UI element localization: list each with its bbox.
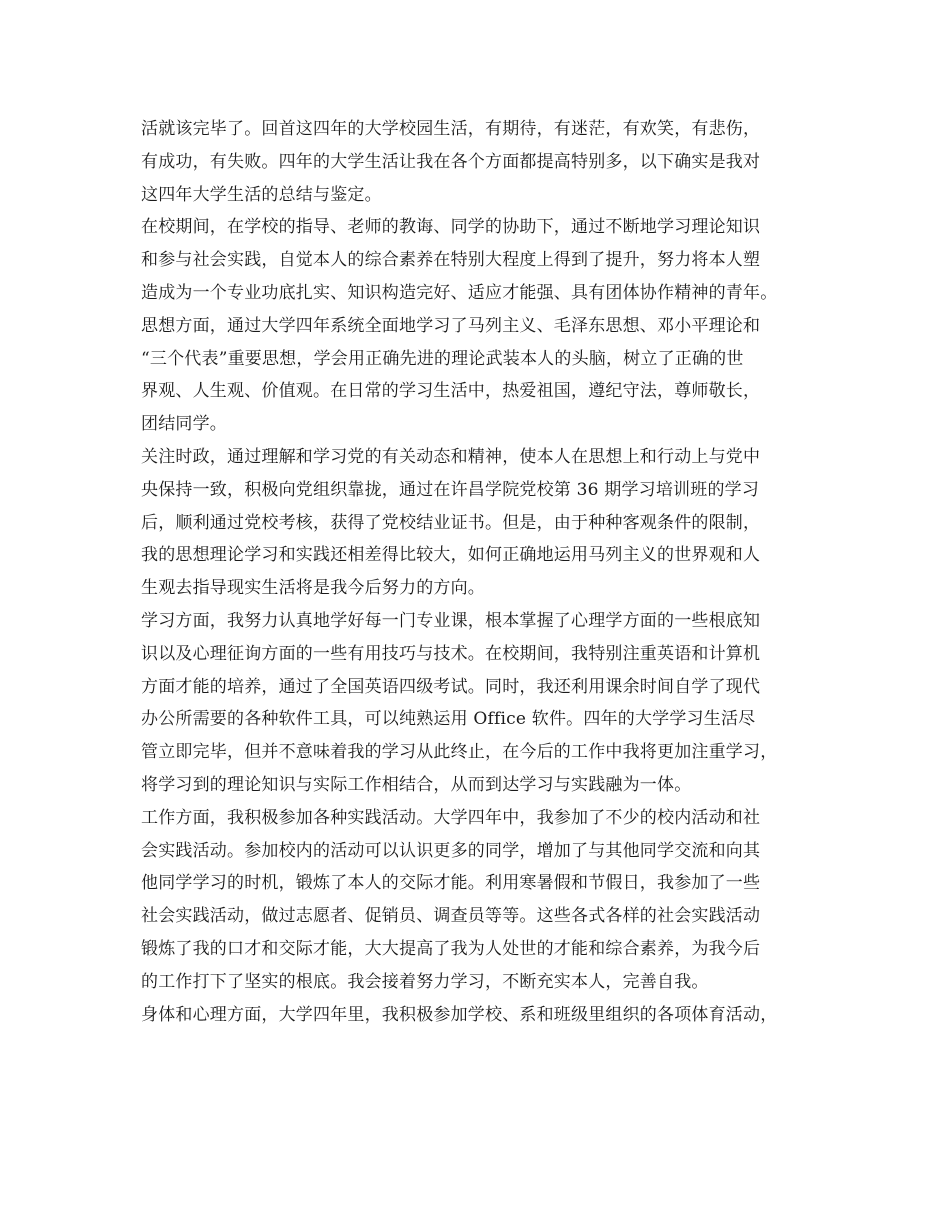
text-line: 管立即完毕，但并不意味着我的学习从此终止，在今后的工作中我将更加注重学习， xyxy=(141,742,778,763)
text-line: 会实践活动。参加校内的活动可以认识更多的同学，增加了与其他同学交流和向其 xyxy=(141,840,761,861)
text-line: 的工作打下了坚实的根底。我会接着努力学习，不断充实本人，完善自我。 xyxy=(141,971,709,992)
text-line: 和参与社会实践，自觉本人的综合素养在特别大程度上得到了提升，努力将本人塑 xyxy=(141,250,761,271)
text-line: 工作方面，我积极参加各种实践活动。大学四年中，我参加了不少的校内活动和社 xyxy=(141,807,761,828)
text-line: 他同学学习的时机，锻炼了本人的交际才能。利用寒暑假和节假日，我参加了一些 xyxy=(141,873,761,894)
text-line: 我的思想理论学习和实践还相差得比较大，如何正确地运用马列主义的世界观和人 xyxy=(141,545,761,566)
document-body xyxy=(141,113,831,1031)
text-line: 社会实践活动，做过志愿者、促销员、调查员等等。这些各式各样的社会实践活动 xyxy=(141,906,761,927)
text-line: 活就该完毕了。回首这四年的大学校园生活，有期待，有迷茫，有欢笑，有悲伤， xyxy=(141,119,761,139)
text-line: 学习方面，我努力认真地学好每一门专业课，根本掌握了心理学方面的一些根底知 xyxy=(141,610,761,631)
text-line: 有成功，有失败。四年的大学生活让我在各个方面都提高特别多，以下确实是我对 xyxy=(141,151,761,172)
text-line: 后，顺利通过党校考核，获得了党校结业证书。但是，由于种种客观条件的限制， xyxy=(141,512,761,533)
text-line: 造成为一个专业功底扎实、知识构造完好、适应才能强、具有团体协作精神的青年。 xyxy=(141,282,778,303)
text-line: 思想方面，通过大学四年系统全面地学习了马列主义、毛泽东思想、邓小平理论和 xyxy=(141,315,761,336)
text-line: 生观去指导现实生活将是我今后努力的方向。 xyxy=(141,578,485,599)
text-line: 方面才能的培养，通过了全国英语四级考试。同时，我还利用课余时间自学了现代 xyxy=(141,676,761,697)
text-line: 央保持一致，积极向党组织靠拢，通过在许昌学院党校第 36 期学习培训班的学习 xyxy=(141,479,760,500)
text-line: 在校期间，在学校的指导、老师的教诲、同学的协助下，通过不断地学习理论知识 xyxy=(141,217,761,238)
text-line: 识以及心理征询方面的一些有用技巧与技术。在校期间，我特别注重英语和计算机 xyxy=(141,643,761,664)
text-line: 办公所需要的各种软件工具，可以纯熟运用 Office 软件。四年的大学学习生活尽 xyxy=(141,709,756,730)
text-line: “三个代表”重要思想，学会用正确先进的理论武装本人的头脑，树立了正确的世 xyxy=(141,348,744,369)
text-line: 关注时政，通过理解和学习党的有关动态和精神，使本人在思想上和行动上与党中 xyxy=(141,446,761,467)
text-line: 将学习到的理论知识与实际工作相结合，从而到达学习与实践融为一体。 xyxy=(141,774,692,795)
text-line: 锻炼了我的口才和交际才能，大大提高了我为人处世的才能和综合素养，为我今后 xyxy=(141,938,761,959)
text-line: 团结同学。 xyxy=(141,414,227,435)
text-line: 身体和心理方面，大学四年里，我积极参加学校、系和班级里组织的各项体育活动， xyxy=(141,1004,778,1025)
text-line: 界观、人生观、价值观。在日常的学习生活中，热爱祖国，遵纪守法，尊师敬长， xyxy=(141,381,761,402)
text-line: 这四年大学生活的总结与鉴定。 xyxy=(141,184,382,205)
